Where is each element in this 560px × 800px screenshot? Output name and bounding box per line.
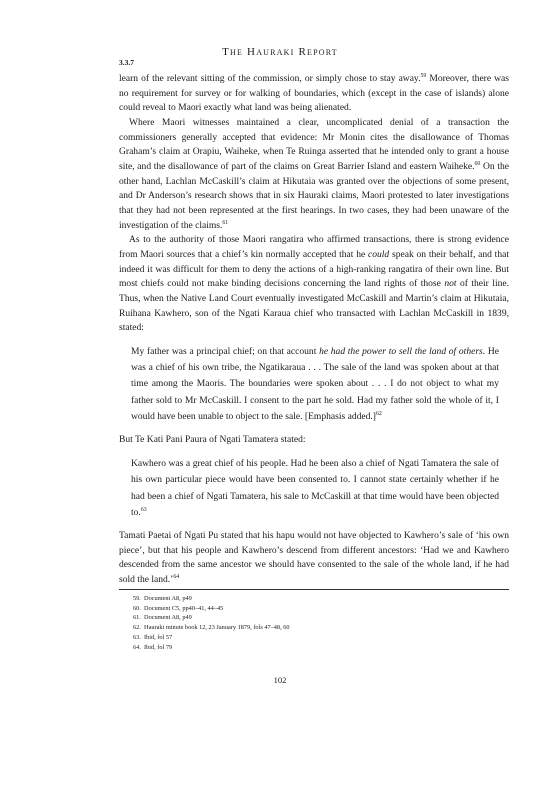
- paragraph-4: But Te Kati Pani Paura of Ngati Tamatera stated:: [119, 434, 306, 446]
- text-run: Tamati Paetai of Ngati Pu stated that his hapu would not have objected to Kawhero’s sale of ‘his own piece’, but that his people and Kawhero’s descend from different ancestors: ‘Had we and Kawhero descended from the same ancestor we should have consented to the sale of the whole land, if he had sold the land.’: [119, 530, 509, 586]
- emphasis: not: [444, 278, 457, 290]
- running-header-title: The Hauraki Report: [222, 46, 338, 58]
- footnote-item: 64. Ibid, fol 79: [133, 643, 173, 651]
- footnote-ref[interactable]: 59: [420, 73, 427, 79]
- footnote-item: 62. Hauraki minute book 12, 23 January 1879, fols 47–48, 60: [133, 624, 290, 632]
- paragraph-3: [119, 233, 509, 336]
- emphasis: he had the power to sell the land of others: [319, 345, 483, 357]
- text-run: of their line. Thus, when the Native Land Court eventually investigated McCaskill and Martin’s claim at Hikutaia, Ruihana Kawhero, son of the Ngati Karaua chief who transacted with Lachlan McCaskill in 1839, stated:: [119, 278, 510, 334]
- text-run: learn of the relevant sitting of the commission, or simply chose to stay away.: [119, 73, 421, 84]
- footnote-ref[interactable]: 60: [474, 160, 481, 167]
- footnote-divider: [119, 589, 509, 590]
- footnote-item: 59. Document A8, p49: [133, 595, 192, 602]
- text-run: Kawhero was a great chief of his people. Had he been also a chief of Ngati Tamatera the sale of his own particular piece would have been consented to. I cannot state certainly whether if he had been a chief of Ngati Tamatera, his sale to McCaskill at that time would have been objected to.: [131, 457, 499, 518]
- footnotes-list: [119, 594, 509, 652]
- page-number: 102: [273, 675, 287, 685]
- text-run: On the other hand, Lachlan McCaskill’s claim at Hikutaia was granted over the objections of some present, and Dr Anderson’s research shows that in six Hauraki claims, Maori protested to later investigations that they had not been represented at the first hearings. In two cases, they had been unaware of the investigation of the claims.: [119, 160, 509, 231]
- block-quote-1: [119, 344, 509, 425]
- footnote-item: 61. Document A8, p49: [133, 614, 192, 622]
- block-quote-2: [119, 456, 509, 521]
- text-run: . He was a chief of his own tribe, the Ngatikaraua . . . The sale of the land was spoken about at that time among the Maoris. The boundaries were spoken about . . . I do not object to what my father sold to Mr McCaskill. I consent to the part he sold. Had my father sold the whole of it, I would have been unable to object to the sale. [Emphasis added.]: [131, 345, 499, 422]
- text-run: speak on their behalf, and that indeed it was difficult for them to deny the actions of a high-ranking rangatira of their own line. But most chiefs could not make binding decisions concerning the land rights of those: [119, 248, 509, 290]
- footnote-ref[interactable]: 62: [375, 411, 382, 417]
- body-text: [119, 72, 509, 588]
- footnote-item: 63. Ibid, fol 57: [133, 633, 173, 641]
- text-run: Where Maori witnesses maintained a clear, uncomplicated denial of a transaction the commissioners generally accepted that evidence: Mr Monin cites the disallowance of Thomas Graham’s claim at Orapiu, Waiheke, when Te Ruinga asserted that he intended only to grant a house site, and the disallowance of part of the claims on Great Barrier Island and eastern Waiheke.: [119, 116, 509, 172]
- emphasis: could: [367, 248, 390, 260]
- footnote-ref[interactable]: 63: [140, 506, 147, 513]
- paragraph-1: [119, 72, 509, 116]
- footnote-ref[interactable]: 61: [222, 219, 229, 226]
- paragraph-2: [119, 116, 509, 233]
- text-run: My father was a principal chief; on that account: [131, 345, 320, 357]
- paragraph-5: [119, 529, 509, 588]
- text-run: As to the authority of those Maori rangatira who affirmed transactions, there is strong evidence from Maori sources that a chief’s kin normally accepted that he: [119, 234, 509, 260]
- text-run: Moreover, there was no requirement for survey or for walking of boundaries, which (except in the case of islands) alone could reveal to Maori exactly what land was being alienated.: [119, 73, 509, 114]
- footnote-item: 60. Document C5, pp40–41, 44–45: [133, 604, 224, 612]
- section-number: 3.3.7: [119, 58, 134, 67]
- footnote-ref[interactable]: 64: [173, 574, 180, 581]
